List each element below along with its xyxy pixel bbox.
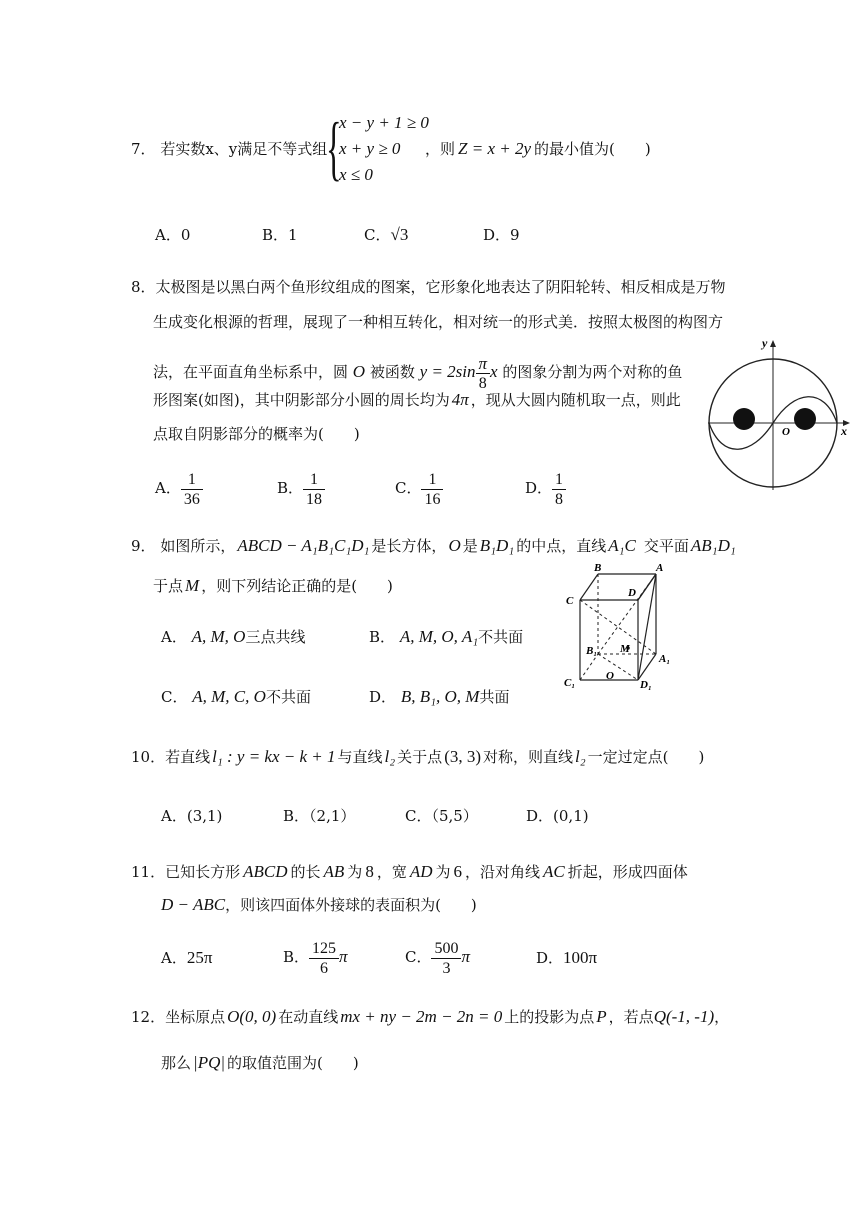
option-value: （5,5）: [431, 807, 478, 825]
q9-number: 9．: [131, 537, 156, 555]
q12-point-q: Q(-1, -1): [653, 1007, 715, 1026]
q9-plane: AB₁D₁: [690, 536, 736, 555]
option-value: 25π: [186, 948, 213, 967]
option-letter: C．: [395, 479, 422, 497]
fraction-numerator: π: [476, 354, 491, 374]
option-letter: D．: [369, 688, 397, 706]
q9-line-1: [131, 536, 736, 556]
option-value: 9: [510, 226, 520, 244]
q8-line-1: [131, 277, 726, 297]
point-o-label: O: [606, 670, 614, 682]
q10-line-l2b: l₂: [575, 747, 586, 766]
fraction-denominator: 18: [306, 490, 323, 508]
fraction-denominator: 8: [555, 490, 564, 508]
q8-option-c[interactable]: [395, 468, 443, 509]
q7-stem: [131, 139, 327, 159]
q7-option-a[interactable]: [155, 224, 190, 246]
fraction-numerator: 1: [421, 470, 443, 490]
q10-tail: 一定过定点( ): [587, 748, 705, 766]
option-math: A, M, O, A₁: [399, 627, 479, 646]
option-letter: C．: [405, 807, 432, 825]
q8-option-b[interactable]: [277, 468, 325, 509]
q7-brace: {: [326, 108, 342, 188]
vertex-b-label: B: [594, 562, 602, 574]
option-value: 0: [180, 226, 191, 244]
q8-number: 8．: [131, 278, 156, 296]
q8-text-4b: ，现从大圆内随机取一点，则此: [470, 391, 681, 409]
q12-text-e: ，: [714, 1008, 730, 1026]
q11-text-c: 为: [347, 863, 363, 881]
option-suffix: π: [461, 947, 471, 966]
q10-mid: 与直线: [337, 748, 383, 766]
q9-point-m: M: [185, 576, 200, 595]
q12-text-g: 的取值范围为( ): [227, 1054, 359, 1072]
option-math: B, B₁, O, M: [400, 687, 480, 706]
q11-length: 8: [365, 862, 374, 881]
option-letter: B．: [283, 948, 310, 966]
q9-text-2b: ，则下列结论正确的是( ): [201, 577, 393, 595]
fraction-denominator: 16: [424, 490, 441, 508]
q9-option-c[interactable]: [161, 686, 311, 708]
q8-line-3: [153, 352, 682, 393]
option-value: 1: [288, 226, 298, 244]
q8-text-3c: 的图象分割为两个对称的鱼: [502, 363, 683, 381]
q10-line-l2: l₂: [384, 747, 396, 766]
option-value: √3: [390, 225, 409, 244]
q8-func-x: x: [490, 362, 498, 381]
vertex-c-label: C: [566, 595, 574, 607]
q9-text-2a: 于点: [153, 577, 184, 595]
q8-line-2: 生成变化根源的哲理，展现了一种相互转化，相对统一的形式美．按照太极图的构图方: [153, 313, 724, 331]
q8-circumference: 4π: [451, 390, 469, 409]
q11-text-b: 的长: [290, 863, 321, 881]
q11-option-c[interactable]: [405, 937, 470, 978]
q7-tail-a: ，则: [425, 140, 456, 158]
q9-text-1e: 交平面: [643, 537, 689, 555]
fraction-numerator: 125: [309, 939, 339, 959]
option-letter: D．: [536, 949, 564, 967]
q12-text-d: ，若点: [608, 1008, 654, 1026]
q11-ab: AB: [323, 862, 345, 881]
q10-option-a[interactable]: [161, 805, 222, 827]
q8-option-a[interactable]: [155, 468, 203, 509]
q8-func-fraction: [476, 354, 491, 393]
q10-line-l1: l₁ : y = kx − k + 1: [212, 747, 336, 766]
axis-y-label: y: [762, 338, 768, 350]
vertex-d1-label: D₁: [640, 679, 652, 690]
option-letter: A．: [161, 628, 187, 646]
q7-lead: 若实数x、y满足不等式组: [160, 140, 328, 158]
q11-number: 11．: [131, 863, 166, 881]
q11-option-d[interactable]: [536, 947, 597, 969]
option-letter: B．: [262, 226, 289, 244]
q7-expression: Z = x + 2y: [458, 139, 532, 158]
q8-func-lhs: y = 2sin: [419, 362, 476, 381]
option-letter: B．: [277, 479, 304, 497]
q12-text-c: 上的投影为点: [504, 1008, 595, 1026]
q7-number: 7．: [131, 140, 156, 158]
option-fraction: [181, 470, 203, 509]
fraction-numerator: 1: [303, 470, 325, 490]
q9-option-a[interactable]: [161, 626, 305, 648]
q9-text-1c: 是: [462, 537, 478, 555]
q11-option-a[interactable]: [161, 947, 212, 969]
vertex-a1-label: A₁: [659, 653, 671, 665]
q8-option-d[interactable]: [525, 468, 566, 509]
fraction-numerator: 1: [552, 470, 566, 490]
q11-text-a: 已知长方形: [165, 863, 241, 881]
option-fraction: [431, 939, 461, 978]
q12-line-1: [131, 1007, 729, 1027]
q11-text-f: ，沿对角线: [465, 863, 541, 881]
option-value: (3,1): [186, 807, 223, 825]
q12-point-p: P: [596, 1007, 607, 1026]
q9-text-1d: 的中点，直线: [516, 537, 607, 555]
q10-mid3: 对称，则直线: [483, 748, 574, 766]
q11-option-b[interactable]: [283, 937, 348, 978]
vertex-c1-label: C₁: [564, 677, 576, 689]
option-letter: A．: [161, 807, 187, 825]
option-math: A, M, C, O: [192, 687, 266, 706]
q12-text-b: 在动直线: [278, 1008, 339, 1026]
q9-option-b[interactable]: [369, 626, 523, 648]
option-letter: C．: [161, 688, 188, 706]
q10-option-c[interactable]: [405, 805, 478, 827]
option-letter: D．: [526, 807, 554, 825]
option-letter: A．: [155, 479, 181, 497]
fraction-denominator: 8: [478, 374, 487, 392]
q12-text-a: 坐标原点: [165, 1008, 226, 1026]
q8-text-3b: 被函数: [369, 363, 415, 381]
q9-text-1a: 如图所示，: [160, 537, 236, 555]
q7-tail: [425, 139, 651, 159]
point-m-label: M: [620, 643, 630, 655]
q10-option-b[interactable]: [283, 805, 355, 827]
fraction-denominator: 6: [320, 959, 329, 977]
q12-line-2: [161, 1053, 359, 1073]
q11-ad: AD: [409, 862, 433, 881]
q9-line-a1c: A₁C: [608, 536, 636, 555]
vertex-a-label: A: [656, 562, 664, 574]
option-text: 不共面: [478, 628, 524, 646]
fraction-numerator: 500: [431, 939, 461, 959]
q10-number: 10．: [131, 748, 166, 766]
q9-solid: ABCD − A₁B₁C₁D₁: [237, 536, 370, 555]
vertex-b1-label: B₁: [586, 645, 598, 657]
origin-label: O: [782, 426, 790, 438]
option-letter: D．: [525, 479, 553, 497]
q10-stem: [131, 747, 704, 767]
q9-option-d[interactable]: [369, 686, 509, 708]
axis-x-label: x: [841, 424, 847, 438]
option-letter: C．: [364, 226, 391, 244]
fraction-denominator: 3: [442, 959, 451, 977]
option-fraction: [552, 470, 566, 509]
q7-tail-b: 的最小值为( ): [534, 140, 651, 158]
option-letter: B．: [283, 807, 310, 825]
q8-line-4: [153, 390, 681, 410]
taiji-figure: [704, 338, 854, 498]
q10-point: (3, 3): [444, 747, 482, 766]
option-letter: C．: [405, 948, 432, 966]
q12-distance: |PQ|: [193, 1053, 226, 1072]
option-text: 共面: [479, 688, 510, 706]
q8-text-1: 太极图是以黑白两个鱼形纹组成的图案，它形象化地表达了阴阳轮转、相反相成是万物: [155, 278, 726, 296]
option-value: 100π: [563, 948, 598, 967]
q7-ineq-2: x + y ≥ 0: [339, 139, 401, 158]
option-letter: A．: [161, 949, 187, 967]
vertex-d-label: D: [628, 587, 636, 599]
option-text: 三点共线: [245, 628, 306, 646]
q8-text-3a: 法，在平面直角坐标系中，圆: [153, 363, 349, 381]
q11-text-e: 为: [435, 863, 451, 881]
option-fraction: [421, 470, 443, 509]
fraction-numerator: 1: [181, 470, 203, 490]
q9-line-2: [153, 576, 393, 596]
q10-mid2: 关于点: [397, 748, 443, 766]
option-letter: A．: [155, 226, 181, 244]
option-fraction: [303, 470, 325, 509]
q12-text-f: 那么: [161, 1054, 192, 1072]
option-value: (0,1): [553, 807, 589, 825]
q12-moving-line: mx + ny − 2m − 2n = 0: [340, 1007, 503, 1026]
q7-ineq-3: x ≤ 0: [339, 165, 373, 184]
option-fraction: [309, 939, 339, 978]
option-letter: D．: [483, 226, 511, 244]
q8-line-5: 点取自阴影部分的概率为( ): [153, 425, 360, 443]
q11-text-d: ，宽: [376, 863, 407, 881]
q7-option-b[interactable]: [262, 224, 298, 246]
cuboid-figure: [560, 560, 690, 690]
q11-text-h: ，则该四面体外接球的表面积为( ): [225, 896, 477, 914]
q8-circle-o: O: [352, 362, 366, 381]
q11-line-1: [131, 862, 688, 882]
q11-rect: ABCD: [243, 862, 288, 881]
option-text: 不共面: [265, 688, 311, 706]
q9-point-o: O: [448, 536, 461, 555]
q11-ac: AC: [543, 862, 565, 881]
fraction-denominator: 36: [183, 490, 200, 508]
q7-ineq-1: x − y + 1 ≥ 0: [339, 113, 429, 132]
q11-tetra: D − ABC: [161, 895, 226, 914]
q12-number: 12．: [131, 1008, 166, 1026]
q9-text-1b: 是长方体，: [371, 537, 447, 555]
q7-option-c[interactable]: [364, 224, 408, 246]
q8-text-4a: 形图案(如图)，其中阴影部分小圆的周长均为: [153, 391, 450, 409]
q11-width: 6: [453, 862, 463, 881]
q10-lead: 若直线: [165, 748, 211, 766]
q9-segment-b1d1: B₁D₁: [479, 536, 515, 555]
option-letter: B．: [369, 628, 396, 646]
q7-option-d[interactable]: [483, 224, 520, 246]
option-math: A, M, O: [191, 627, 246, 646]
q11-text-g: 折起，形成四面体: [567, 863, 688, 881]
q11-line-2: [161, 895, 477, 915]
option-value: （2,1）: [309, 807, 356, 825]
q12-origin: O(0, 0): [227, 1007, 277, 1026]
option-suffix: π: [339, 947, 348, 966]
q10-option-d[interactable]: [526, 805, 589, 827]
